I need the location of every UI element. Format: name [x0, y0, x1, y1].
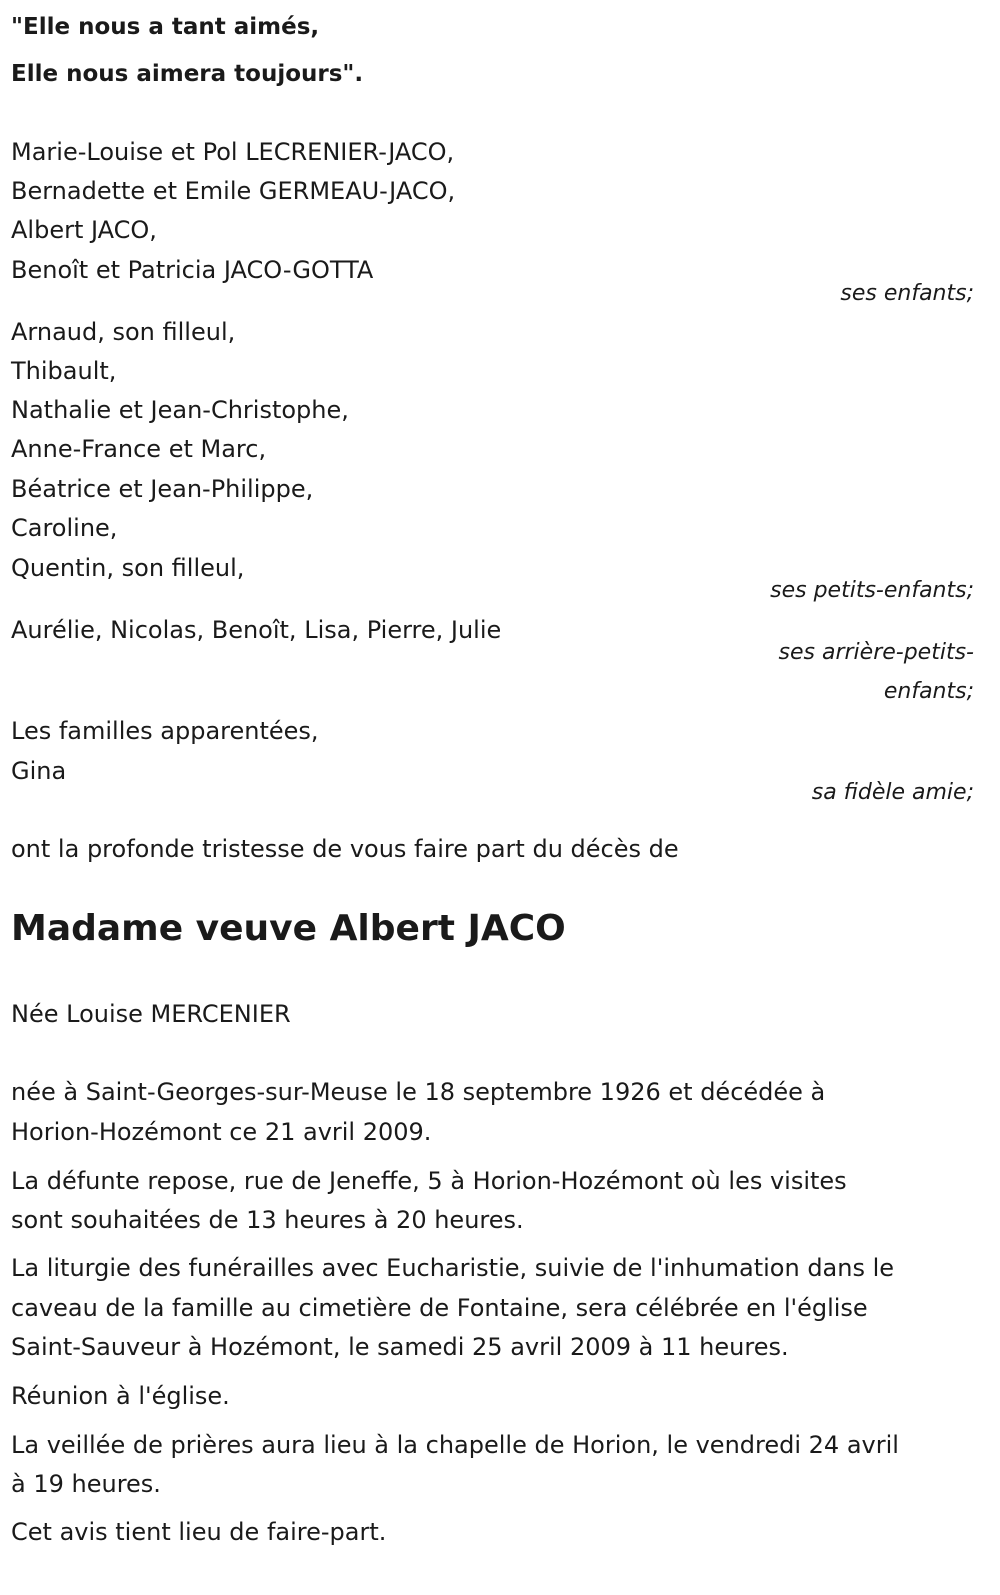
great-grandchildren-role-line-1: ses arrière-petits-	[778, 640, 974, 665]
maiden-name: Née Louise MERCENIER	[11, 1000, 291, 1028]
families-line: Les familles apparentées,	[11, 717, 319, 745]
grandchild-line: Nathalie et Jean-Christophe,	[11, 396, 349, 424]
visitation-line-2: sont souhaitées de 13 heures à 20 heures.	[11, 1206, 524, 1234]
funeral-line-2: caveau de la famille au cimetière de Fontaine, sera célébrée en l'église	[11, 1294, 868, 1322]
grandchild-line: Caroline,	[11, 514, 118, 542]
friend-line: Gina	[11, 757, 67, 785]
gathering-line: Réunion à l'église.	[11, 1382, 230, 1410]
great-grandchildren-role-line-2: enfants;	[883, 679, 974, 704]
children-role: ses enfants;	[840, 281, 974, 306]
grandchild-line: Quentin, son filleul,	[11, 554, 245, 582]
grandchild-line: Anne-France et Marc,	[11, 435, 267, 463]
announcement-line: ont la profonde tristesse de vous faire part du décès de	[11, 835, 679, 863]
visitation-line-1: La défunte repose, rue de Jeneffe, 5 à Horion-Hozémont où les visites	[11, 1167, 847, 1195]
quote-line-1: "Elle nous a tant aimés,	[11, 14, 320, 40]
child-line: Bernadette et Emile GERMEAU-JACO,	[11, 177, 456, 205]
grandchildren-role: ses petits-enfants;	[770, 578, 974, 603]
vigil-line-1: La veillée de prières aura lieu à la chapelle de Horion, le vendredi 24 avril	[11, 1431, 899, 1459]
great-grandchildren-line: Aurélie, Nicolas, Benoît, Lisa, Pierre, Julie	[11, 616, 502, 644]
child-line: Benoît et Patricia JACO-GOTTA	[11, 256, 374, 284]
birth-death-line-2: Horion-Hozémont ce 21 avril 2009.	[11, 1118, 432, 1146]
child-line: Albert JACO,	[11, 216, 157, 244]
quote-line-2: Elle nous aimera toujours".	[11, 61, 364, 87]
friend-role: sa fidèle amie;	[811, 780, 974, 805]
vigil-line-2: à 19 heures.	[11, 1470, 161, 1498]
grandchild-line: Béatrice et Jean-Philippe,	[11, 475, 314, 503]
notice-line: Cet avis tient lieu de faire-part.	[11, 1518, 387, 1546]
birth-death-line-1: née à Saint-Georges-sur-Meuse le 18 septembre 1926 et décédée à	[11, 1078, 826, 1106]
funeral-line-3: Saint-Sauveur à Hozémont, le samedi 25 avril 2009 à 11 heures.	[11, 1333, 789, 1361]
child-line: Marie-Louise et Pol LECRENIER-JACO,	[11, 138, 455, 166]
grandchild-line: Thibault,	[11, 357, 117, 385]
funeral-line-1: La liturgie des funérailles avec Eucharistie, suivie de l'inhumation dans le	[11, 1254, 895, 1282]
deceased-name: Madame veuve Albert JACO	[11, 908, 566, 949]
grandchild-line: Arnaud, son filleul,	[11, 318, 236, 346]
